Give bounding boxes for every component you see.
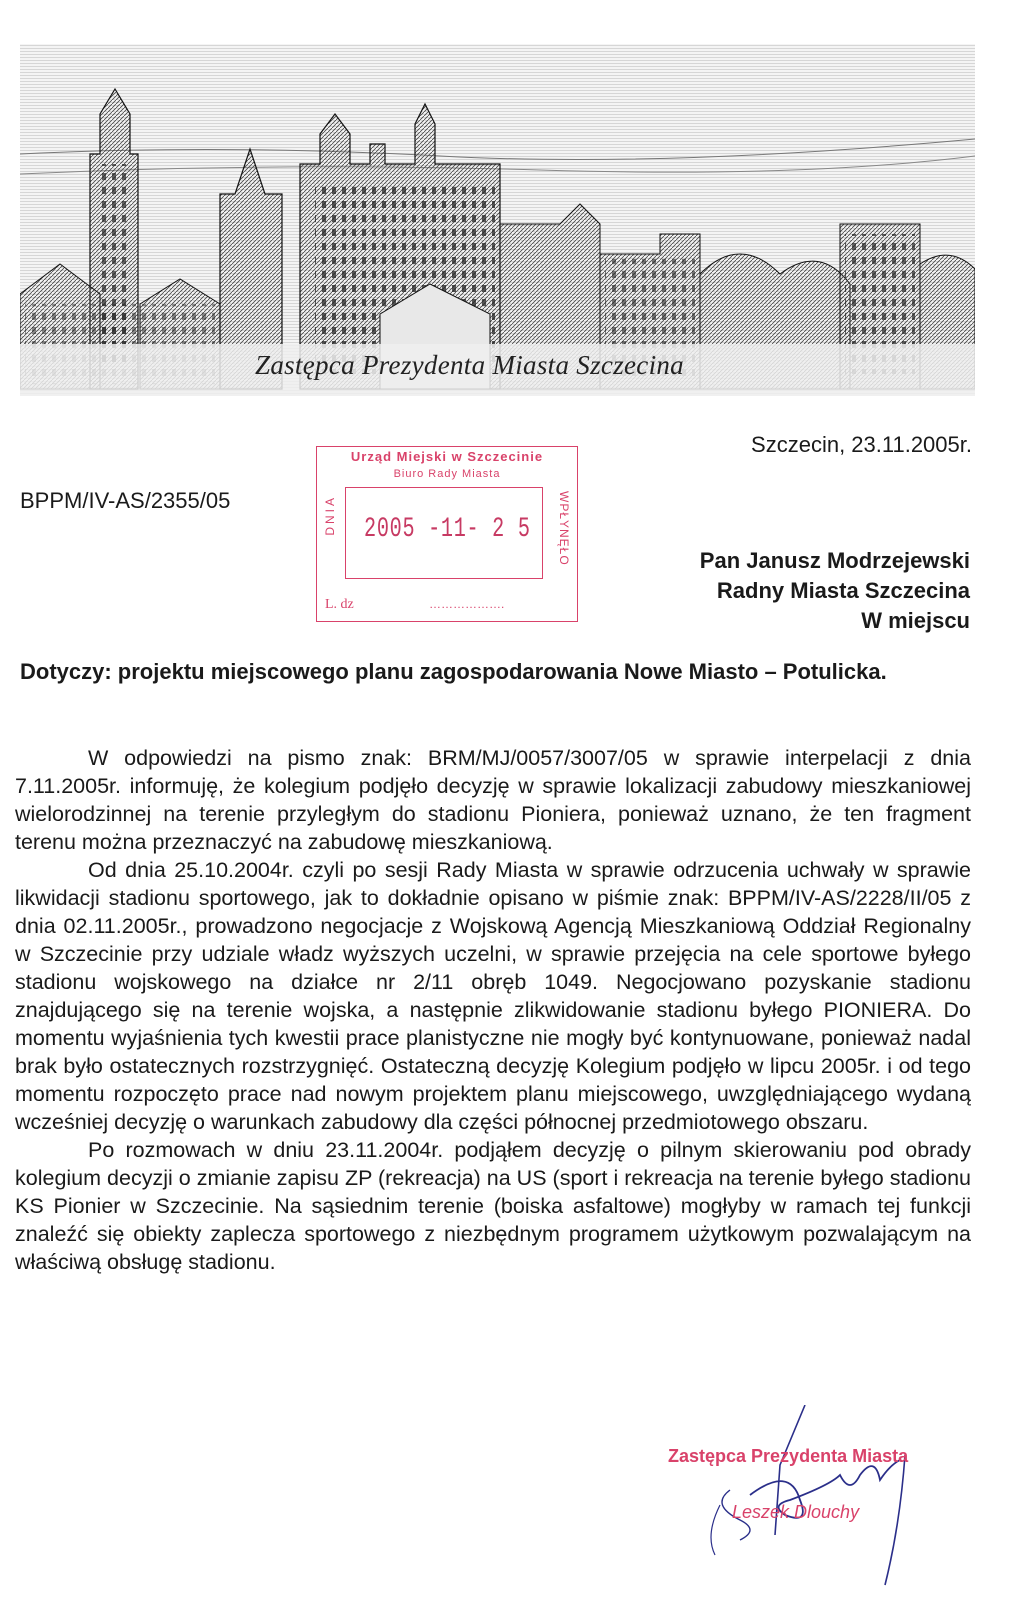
signature-name: Leszek Dlouchy: [732, 1502, 860, 1522]
stamp-date: 2005 -11- 2 5: [364, 514, 531, 545]
subject-line: Dotyczy: projektu miejscowego planu zagospodarowania Nowe Miasto – Potulicka.: [20, 659, 887, 684]
stamp-right-label: WPŁYNĘŁO: [557, 491, 571, 566]
letter-body: [15, 744, 971, 1276]
received-stamp: [316, 446, 578, 622]
recipient-name: Pan Janusz Modrzejewski: [699, 548, 970, 573]
stamp-left-label: DNIA: [323, 495, 337, 536]
stamp-ldz-label: L. dz: [325, 597, 354, 612]
recipient-location: W miejscu: [861, 608, 970, 633]
body-paragraph: Od dnia 25.10.2004r. czyli po sesji Rady Miasta w sprawie odrzucenia uchwały w sprawie likwidacji stadionu sportowego, jak to dokładnie opisano w piśmie znak: BPPM/IV-AS/2228/II/05 z dnia 02.11.2005r., prowadzono negocjacje z Wojskową Agencją Mieszkaniową Oddział Regionalny w Szczecinie przy udziale władz wyższych uczelni, w sprawie przejęcia na cele sportowe byłego stadionu wojskowego na działce nr 2/11 obręb 1049. Negocjowano pozyskanie stadionu znajdującego się na terenie wojska, a następnie zlikwidowanie stadionu byłego PIONIERA. Do momentu wyjaśnienia tych kwestii prace planistyczne nie mogły być kontynuowane, ponieważ nadal brak było ostatecznych rozstrzygnięć. Ostateczną decyzję Kolegium podjęło w lipcu 2005r. i od tego momentu rozpoczęto prace nad nowym projektem planu miejscowego, uwzględniającego wydaną wcześniej decyzję o warunkach zabudowy dla części północnej przedmiotowego obszaru.: [15, 858, 971, 1134]
stamp-office: Urząd Miejski w Szczecinie: [350, 449, 544, 464]
handwritten-signature-icon: [700, 1405, 930, 1595]
recipient-block: [700, 546, 970, 636]
signature-title: Zastępca Prezydenta Miasta: [668, 1446, 909, 1466]
letterhead-caption: Zastępca Prezydenta Miasta Szczecina: [255, 350, 684, 380]
reference-number: BPPM/IV-AS/2355/05: [20, 488, 231, 513]
recipient-role: Radny Miasta Szczecina: [716, 578, 970, 603]
stamp-department: Biuro Rady Miasta: [393, 468, 501, 480]
stamp-ldz-dots: ……………….: [429, 597, 505, 611]
body-paragraph: W odpowiedzi na pismo znak: BRM/MJ/0057/3007/05 w sprawie interpelacji z dnia 7.11.2005r. informuję, że kolegium podjęło decyzję w sprawie lokalizacji zabudowy mieszkaniowej wielorodzinnej na terenie przyległym do stadionu Pioniera, ponieważ uznano, że ten fragment terenu można przeznaczyć na zabudowę mieszkaniową.: [15, 746, 971, 854]
city-skyline-icon: [20, 44, 975, 396]
letterhead-illustration: [20, 44, 975, 396]
stamp-date-box: [345, 487, 543, 579]
place-date: Szczecin, 23.11.2005r.: [751, 432, 972, 457]
body-paragraph: Po rozmowach w dniu 23.11.2004r. podjąłem decyzję o pilnym skierowaniu pod obrady kolegium decyzji o zmianie zapisu ZP (rekreacja) na US (sport i rekreacja na terenie byłego stadionu KS Pionier w Szczecinie. Na sąsiednim terenie (boiska asfaltowe) mogłyby w ramach tej funkcji znaleźć się obiekty zaplecza sportowego z niezbędnym programem użytkowym pozwalającym na właściwą obsługę stadionu.: [15, 1138, 971, 1274]
